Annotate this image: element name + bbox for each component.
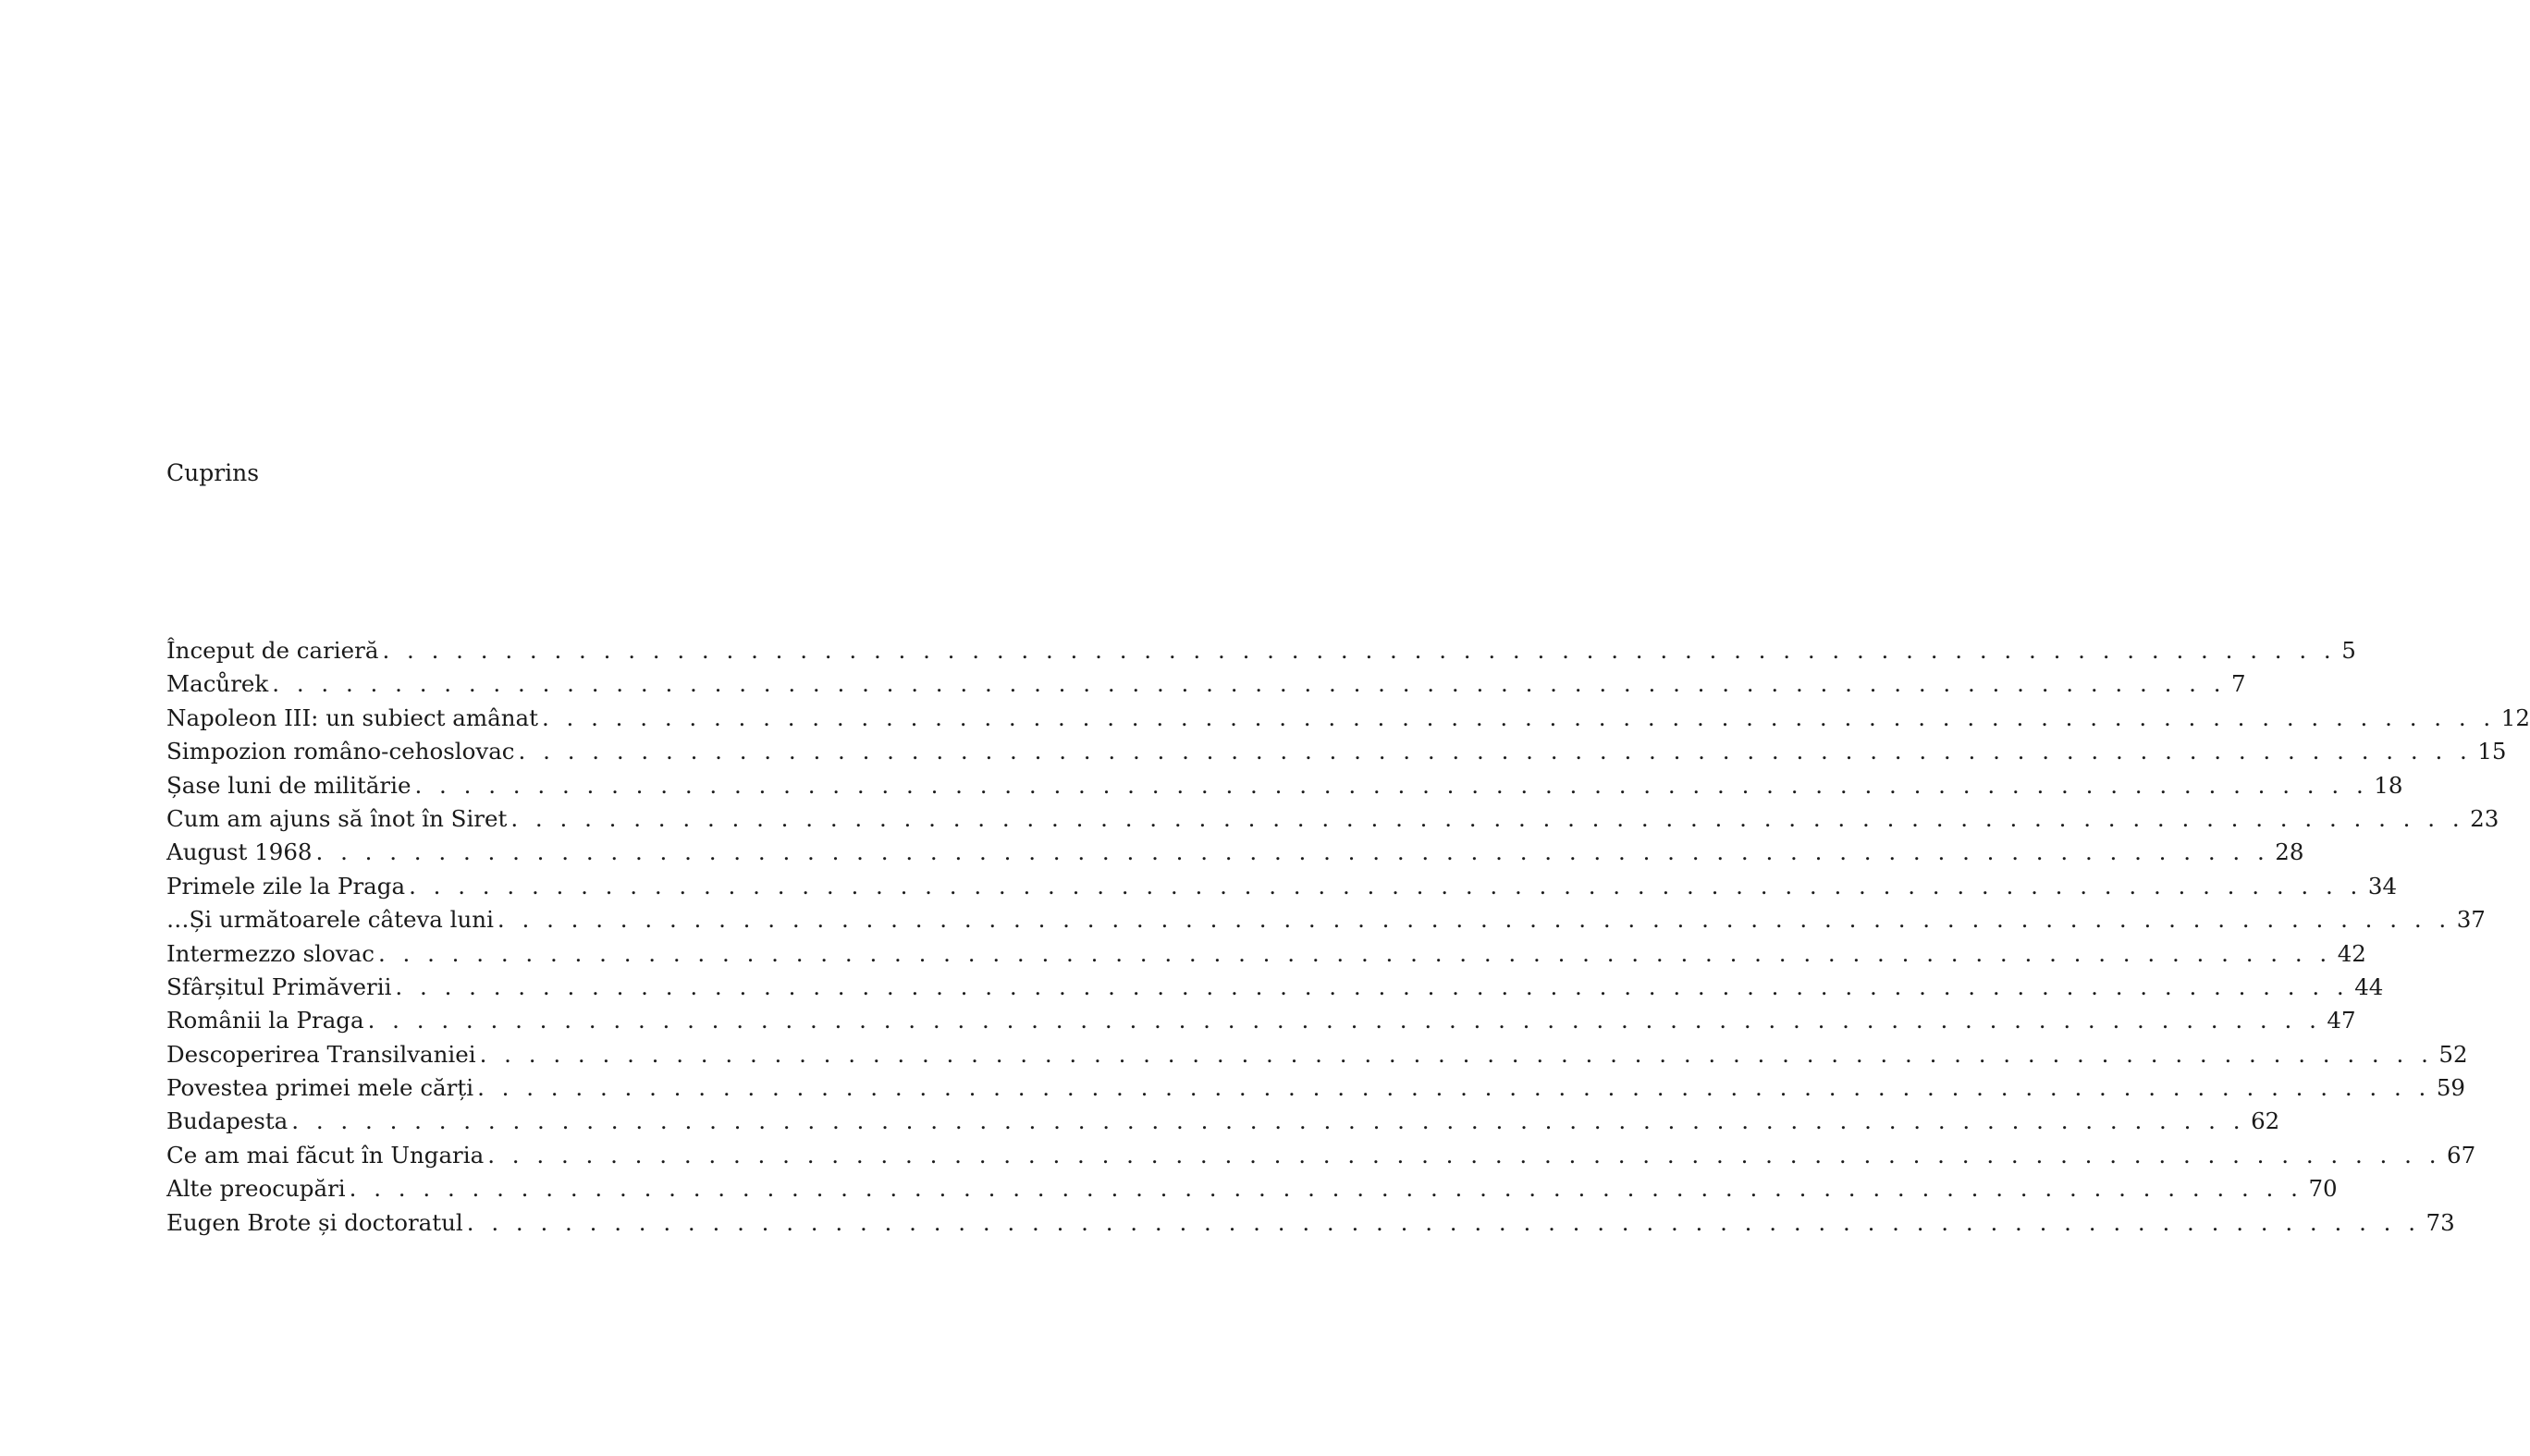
- toc-entry-title: Intermezzo slovac: [166, 939, 375, 967]
- toc-dot-leader: . . . . . . . . . . . . . . . . . . . . . . . . . . . . . . . . . . . . . . . . . . . . . . . . . . . . . . . . . . . . . . . . . . . . . . . . . . . . . . . .: [414, 771, 2369, 799]
- toc-entry: [166, 667, 2246, 701]
- toc-dot-leader: . . . . . . . . . . . . . . . . . . . . . . . . . . . . . . . . . . . . . . . . . . . . . . . . . . . . . . . . . . . . . . . . . . . . . . . . . . . . . . . .: [487, 1141, 2441, 1168]
- toc-entry-title: …Și următoarele câteva luni: [166, 906, 494, 934]
- toc-entry: [166, 1139, 2476, 1172]
- toc-entry-page-number: 7: [2231, 670, 2246, 698]
- toc-entry-page-number: 44: [2354, 973, 2384, 1000]
- toc-entry-page-number: 37: [2456, 906, 2486, 934]
- toc-dot-leader: . . . . . . . . . . . . . . . . . . . . . . . . . . . . . . . . . . . . . . . . . . . . . . . . . . . . . . . . . . . . . . . . . . . . . . . . . . . . . . . .: [377, 939, 2332, 967]
- toc-entry-page-number: 52: [2438, 1040, 2468, 1068]
- toc-entry-page-number: 12: [2500, 704, 2530, 731]
- toc-dot-leader: . . . . . . . . . . . . . . . . . . . . . . . . . . . . . . . . . . . . . . . . . . . . . . . . . . . . . . . . . . . . . . . . . . . . . . . . . . . . . . . .: [367, 1007, 2322, 1034]
- toc-dot-leader: . . . . . . . . . . . . . . . . . . . . . . . . . . . . . . . . . . . . . . . . . . . . . . . . . . . . . . . . . . . . . . . . . . . . . . . . . . . . . . . .: [349, 1175, 2303, 1203]
- toc-entry-page-number: 42: [2337, 939, 2366, 967]
- toc-entry-page-number: 59: [2436, 1074, 2466, 1102]
- toc-entry: [166, 1105, 2280, 1138]
- toc-entry: [166, 634, 2356, 667]
- toc-entry-page-number: 70: [2308, 1175, 2338, 1203]
- toc-entry: [166, 735, 2507, 768]
- toc-entry-title: Românii la Praga: [166, 1007, 364, 1034]
- toc-dot-leader: . . . . . . . . . . . . . . . . . . . . . . . . . . . . . . . . . . . . . . . . . . . . . . . . . . . . . . . . . . . . . . . . . . . . . . . . . . . . . . . .: [315, 838, 2270, 866]
- toc-entry: [166, 1038, 2468, 1071]
- toc-entry-title: Șase luni de militărie: [166, 771, 411, 799]
- toc-entry-page-number: 34: [2367, 872, 2398, 899]
- toc-entry: [166, 903, 2486, 936]
- toc-entry-title: Eugen Brote și doctoratul: [166, 1208, 463, 1236]
- toc-entry-page-number: 15: [2477, 738, 2507, 765]
- toc-entry-title: Primele zile la Praga: [166, 872, 406, 899]
- toc-entry: [166, 769, 2403, 802]
- toc-entry-title: Budapesta: [166, 1107, 289, 1135]
- toc-entry: [166, 971, 2384, 1004]
- toc-entry-title: Început de carieră: [166, 637, 379, 664]
- toc-entry-title: Simpozion româno-cehoslovac: [166, 738, 515, 765]
- toc-entry-page-number: 28: [2275, 838, 2304, 866]
- toc-dot-leader: . . . . . . . . . . . . . . . . . . . . . . . . . . . . . . . . . . . . . . . . . . . . . . . . . . . . . . . . . . . . . . . . . . . . . . . . . . . . . . . .: [291, 1107, 2246, 1135]
- toc-dot-leader: . . . . . . . . . . . . . . . . . . . . . . . . . . . . . . . . . . . . . . . . . . . . . . . . . . . . . . . . . . . . . . . . . . . . . . . . . . . . . . . .: [510, 804, 2465, 832]
- toc-entry-page-number: 73: [2426, 1208, 2455, 1236]
- toc-entry: [166, 1071, 2466, 1105]
- page-title: Cuprins: [166, 459, 260, 486]
- toc-dot-leader: . . . . . . . . . . . . . . . . . . . . . . . . . . . . . . . . . . . . . . . . . . . . . . . . . . . . . . . . . . . . . . . . . . . . . . . . . . . . . . . .: [477, 1074, 2431, 1102]
- toc-entry: [166, 1172, 2338, 1205]
- toc-entry: [166, 702, 2530, 735]
- toc-entry-page-number: 5: [2341, 637, 2356, 664]
- toc-entry: [166, 836, 2304, 869]
- toc-dot-leader: . . . . . . . . . . . . . . . . . . . . . . . . . . . . . . . . . . . . . . . . . . . . . . . . . . . . . . . . . . . . . . . . . . . . . . . . . . . . . . . .: [395, 973, 2350, 1000]
- toc-entry-title: Alte preocupări: [166, 1175, 346, 1203]
- toc-entry: [166, 1206, 2455, 1240]
- toc-entry-page-number: 47: [2327, 1007, 2356, 1034]
- toc-dot-leader: . . . . . . . . . . . . . . . . . . . . . . . . . . . . . . . . . . . . . . . . . . . . . . . . . . . . . . . . . . . . . . . . . . . . . . . . . . . . . . . .: [409, 872, 2363, 899]
- toc-entry: [166, 1004, 2356, 1037]
- toc-entry-title: Ce am mai făcut în Ungaria: [166, 1141, 485, 1168]
- toc-dot-leader: . . . . . . . . . . . . . . . . . . . . . . . . . . . . . . . . . . . . . . . . . . . . . . . . . . . . . . . . . . . . . . . . . . . . . . . . . . . . . . . .: [479, 1040, 2434, 1068]
- toc-dot-leader: . . . . . . . . . . . . . . . . . . . . . . . . . . . . . . . . . . . . . . . . . . . . . . . . . . . . . . . . . . . . . . . . . . . . . . . . . . . . . . . .: [541, 704, 2496, 731]
- toc-entry-title: Povestea primei mele cărți: [166, 1074, 474, 1102]
- toc-entry-title: Descoperirea Transilvaniei: [166, 1040, 476, 1068]
- toc-entry-page-number: 62: [2251, 1107, 2280, 1135]
- toc-entry: [166, 870, 2398, 903]
- toc-entry-title: Napoleon III: un subiect amânat: [166, 704, 538, 731]
- toc-entry-page-number: 23: [2470, 804, 2499, 832]
- toc-dot-leader: . . . . . . . . . . . . . . . . . . . . . . . . . . . . . . . . . . . . . . . . . . . . . . . . . . . . . . . . . . . . . . . . . . . . . . . . . . . . . . . .: [382, 637, 2337, 664]
- toc-dot-leader: . . . . . . . . . . . . . . . . . . . . . . . . . . . . . . . . . . . . . . . . . . . . . . . . . . . . . . . . . . . . . . . . . . . . . . . . . . . . . . . .: [518, 738, 2473, 765]
- toc-entry-title: Sfârșitul Primăverii: [166, 973, 392, 1000]
- toc-entry-page-number: 18: [2374, 771, 2403, 799]
- toc-entry-page-number: 67: [2447, 1141, 2476, 1168]
- toc-entry-title: August 1968: [166, 838, 313, 866]
- toc-dot-leader: . . . . . . . . . . . . . . . . . . . . . . . . . . . . . . . . . . . . . . . . . . . . . . . . . . . . . . . . . . . . . . . . . . . . . . . . . . . . . . . .: [466, 1208, 2421, 1236]
- toc-entry-title: Cum am ajuns să înot în Siret: [166, 804, 508, 832]
- table-of-contents: [166, 634, 2530, 1240]
- toc-entry: [166, 937, 2366, 971]
- toc-entry: [166, 802, 2499, 836]
- toc-dot-leader: . . . . . . . . . . . . . . . . . . . . . . . . . . . . . . . . . . . . . . . . . . . . . . . . . . . . . . . . . . . . . . . . . . . . . . . . . . . . . . . .: [272, 670, 2227, 698]
- toc-dot-leader: . . . . . . . . . . . . . . . . . . . . . . . . . . . . . . . . . . . . . . . . . . . . . . . . . . . . . . . . . . . . . . . . . . . . . . . . . . . . . . . .: [497, 906, 2451, 934]
- toc-entry-title: Macůrek: [166, 670, 269, 698]
